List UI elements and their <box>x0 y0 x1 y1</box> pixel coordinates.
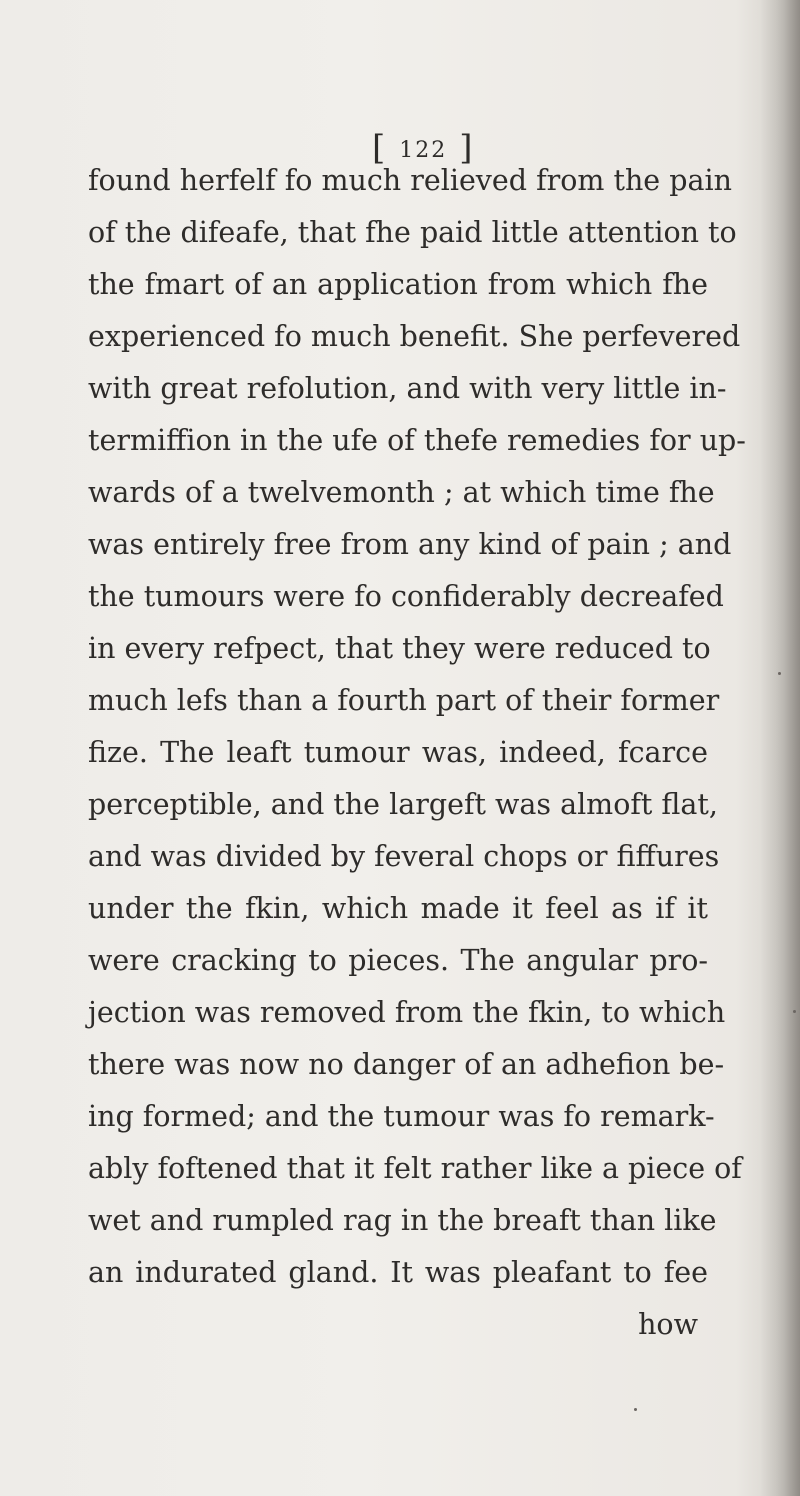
catchword: how <box>638 1308 698 1341</box>
text-line: experienced fo much benefit. She perfevered <box>88 320 741 353</box>
text-line: found herfelf fo much relieved from the pain <box>88 164 732 197</box>
text-line: of the difeafe, that fhe paid little attention to <box>88 216 737 249</box>
paper-speck <box>634 1408 637 1411</box>
text-line: fize. The leaft tumour was, indeed, fcarce <box>88 736 708 769</box>
paper-speck <box>778 672 781 675</box>
text-line: under the fkin, which made it feel as if it <box>88 892 708 925</box>
text-line: the tumours were fo confiderably decreafed <box>88 580 724 613</box>
paper-speck <box>793 1010 796 1013</box>
text-line: termiffion in the ufe of thefe remedies for up- <box>88 424 746 457</box>
open-bracket: [ <box>372 128 388 168</box>
text-line: ably foftened that it felt rather like a piece of <box>88 1152 742 1185</box>
text-line: ing formed; and the tumour was fo remark- <box>88 1100 715 1133</box>
text-line: perceptible, and the largeft was almoft flat, <box>88 788 718 821</box>
close-bracket: ] <box>459 128 475 168</box>
text-line: the fmart of an application from which fhe <box>88 268 708 301</box>
body-text <box>88 155 746 1351</box>
text-line: and was divided by feveral chops or fiffures <box>88 840 720 873</box>
page-edge-shadow <box>760 0 800 1496</box>
text-line: in every refpect, that they were reduced to <box>88 632 711 665</box>
text-line: with great refolution, and with very little in- <box>88 372 727 405</box>
text-line: wards of a twelvemonth ; at which time fhe <box>88 476 715 509</box>
text-line: wet and rumpled rag in the breaft than like <box>88 1204 717 1237</box>
page-number: 122 <box>399 138 448 163</box>
text-line: was entirely free from any kind of pain ; and <box>88 528 732 561</box>
text-line: much lefs than a fourth part of their former <box>88 684 720 717</box>
text-line: there was now no danger of an adhefion be- <box>88 1048 725 1081</box>
text-line: were cracking to pieces. The angular pro- <box>88 944 708 977</box>
text-line: an indurated gland. It was pleafant to fee <box>88 1256 708 1289</box>
text-line: jection was removed from the fkin, to which <box>88 996 726 1029</box>
